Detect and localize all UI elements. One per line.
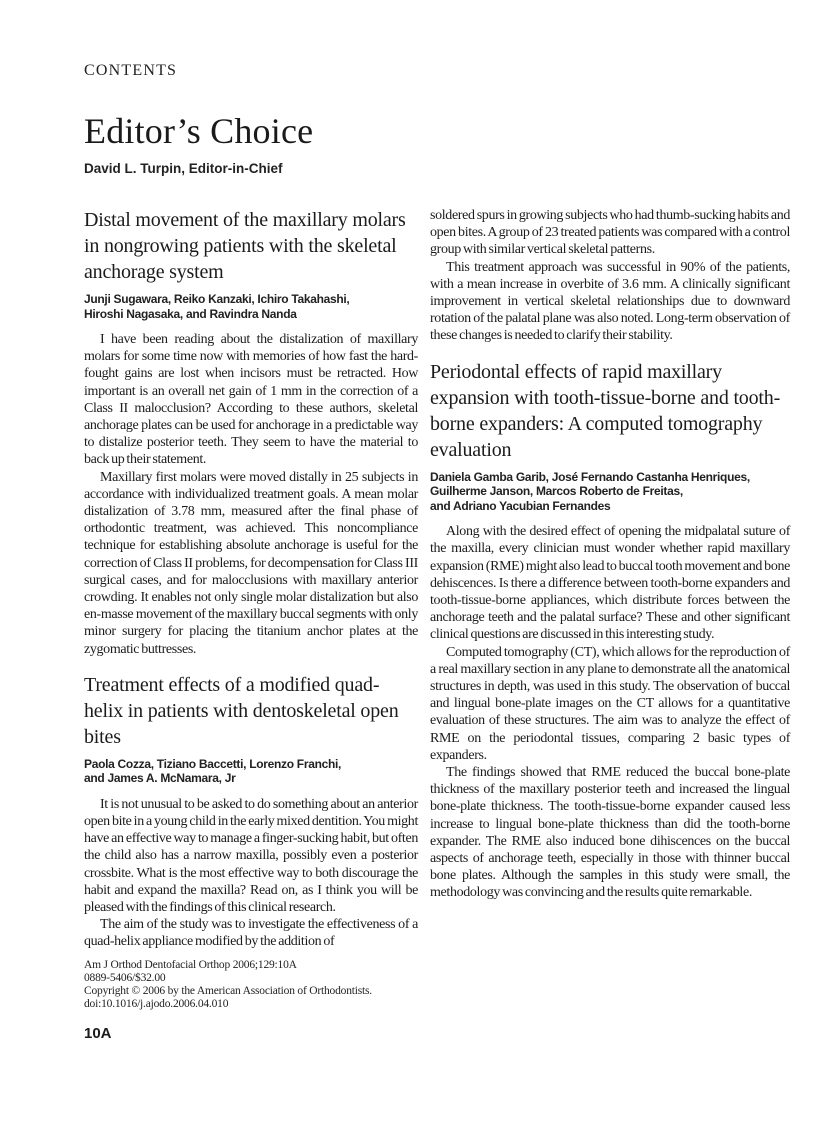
author-line: and James A. McNamara, Jr [84,771,236,786]
author-line: Hiroshi Nagasaka, and Ravindra Nanda [84,306,297,321]
left-column [84,207,418,1042]
page-number: 10A [84,1024,112,1042]
article-paragraph: The findings showed that RME reduced the buccal bone-plate thickness of the maxillary posterior teeth and increased the lingual bone-plate thickness. The tooth-tissue-borne expander caused less increase to lingual bone-plate thickness than did the tooth-borne expander. The RME also induced bone dihiscences on the buccal aspects of anchorage teeth, especially in those with thinner buccal bone plates. Although the samples in this study were small, the methodology was convincing and the results quite remarkable. [430,764,790,901]
contents-label: CONTENTS [84,62,178,79]
article-paragraph: Maxillary first molars were moved distally in 25 subjects in accordance with individualized treatment goals. A mean molar distalization of 3.78 mm, measured after the final phase of orthodontic treatment, was achieved. This noncompliance technique for establishing absolute anchorage is useful for the correction of Class II problems, for decompensation for Class III surgical cases, and for malocclusions with maxillary anterior crowding. It enables not only single molar distalization but also en-masse movement of the maxillary buccal segments with only minor surgery for placing the titanium anchor plates at the zygomatic buttresses. [84,469,418,657]
footnote-line: doi:10.1016/j.ajodo.2006.04.010 [84,997,229,1010]
article-title: Periodontal effects of rapid maxillary expansion with tooth-tissue-borne and tooth-borne expanders: A computed tomography evaluation [430,360,781,461]
two-column-layout [84,207,790,1042]
article-title: Treatment effects of a modified quad-helix in patients with dentoskeletal open bites [84,673,399,748]
right-column [430,207,790,1042]
page-content [84,62,790,1042]
footnote-line: 0889-5406/$32.00 [84,971,166,984]
article-paragraph: The aim of the study was to investigate the effectiveness of a quad-helix appliance modified by the addition of [84,917,418,950]
author-line: Junji Sugawara, Reiko Kanzaki, Ichiro Takahashi, [84,292,350,306]
footnote-line: Am J Orthod Dentofacial Orthop 2006;129:10A [84,958,297,971]
article-paragraph: It is not unusual to be asked to do something about an anterior open bite in a young child in the early mixed dentition. You might have an effective way to manage a finger-sucking habit, but often the child also has a narrow maxilla, possibly even a posterior crossbite. What is the most effective way to both discourage the habit and expand the maxilla? Read on, as I think you will be pleased with the findings of this clinical research. [84,796,418,916]
article-authors [84,757,418,786]
author-line: and Adriano Yacubian Fernandes [430,498,611,513]
article-paragraph: Along with the desired effect of opening the midpalatal suture of the maxilla, every clinician must wonder whether rapid maxillary expansion (RME) might also lead to buccal tooth movement and bone dehiscences. Is there a difference between tooth-borne expanders and tooth-tissue-borne appliances, which distribute forces between the anchorage teeth and the palatal surface? These and other significant clinical questions are discussed in this interesting study. [430,524,790,643]
article-authors [84,292,418,321]
page-title: Editor’s Choice [84,111,314,151]
footnote-line: Copyright © 2006 by the American Association of Orthodontists. [84,984,372,997]
article-paragraph: I have been reading about the distalization of maxillary molars for some time now with memories of how fast the hard-fought gains are lost when incisors must be retracted. How important is an overall net gain of 1 mm in the correction of a Class II malocclusion? According to these authors, skeletal anchorage plates can be used for anchorage in a predictable way to distalize posterior teeth. They seem to have the material to back up their statement. [84,332,418,468]
article-paragraph: This treatment approach was successful in 90% of the patients, with a mean increase in overbite of 3.6 mm. A clinically significant improvement in vertical skeletal relationships due to downward rotation of the palatal plane was also noted. Long-term observation of these changes is needed to clarify their stability. [430,259,790,344]
editor-byline: David L. Turpin, Editor-in-Chief [84,161,283,176]
article-paragraph: Computed tomography (CT), which allows for the reproduction of a real maxillary section in any plane to demonstrate all the anatomical structures in depth, was used in this study. The observation of buccal and lingual bone-plate images on the CT allows for a quantitative evaluation of these structures. The aim was to analyze the effect of RME on the periodontal tissues, comparing 2 basic types of expanders. [430,644,790,763]
author-line: Guilherme Janson, Marcos Roberto de Freitas, [430,484,683,499]
article-title: Distal movement of the maxillary molars in nongrowing patients with the skeletal anchorage system [84,209,406,283]
article-paragraph-continuation: soldered spurs in growing subjects who had thumb-sucking habits and open bites. A group of 23 treated patients was compared with a control group with similar vertical skeletal patterns. [430,208,790,258]
article-authors [430,470,790,514]
author-line: Daniela Gamba Garib, José Fernando Castanha Henriques, [430,469,750,484]
author-line: Paola Cozza, Tiziano Baccetti, Lorenzo Franchi, [84,756,342,771]
footnote [84,959,418,1011]
